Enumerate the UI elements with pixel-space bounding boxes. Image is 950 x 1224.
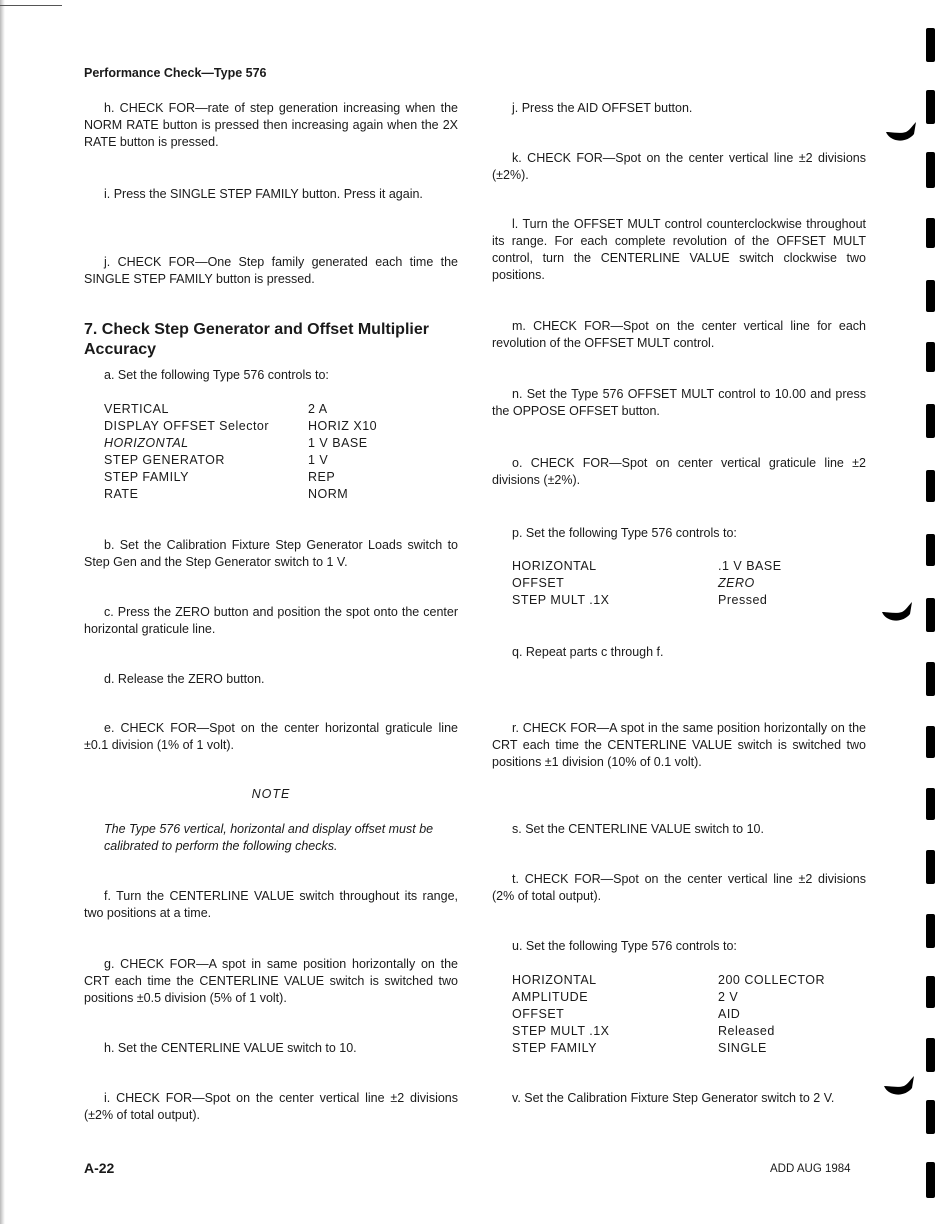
settings-row xyxy=(512,1023,825,1040)
setting-label: STEP FAMILY xyxy=(512,1041,597,1055)
settings-row xyxy=(512,575,782,592)
step-j: j. CHECK FOR—One Step family generated each time the SINGLE STEP FAMILY button is pressed. xyxy=(84,255,458,286)
step-e: e. CHECK FOR—Spot on the center horizontal graticule line ±0.1 division (1% of 1 volt). xyxy=(84,721,458,752)
binder-clip-icon xyxy=(884,120,918,144)
binder-mark xyxy=(926,470,935,502)
binder-mark xyxy=(926,726,935,758)
binder-mark xyxy=(926,1038,935,1072)
binder-mark xyxy=(926,534,935,566)
step-q: q. Repeat parts c through f. xyxy=(512,645,664,659)
settings-row xyxy=(512,1006,825,1023)
step-i2: i. CHECK FOR—Spot on the center vertical line ±2 divisions (±2% of total output). xyxy=(84,1091,458,1122)
binder-mark xyxy=(926,404,935,438)
setting-value: 2 V xyxy=(718,990,739,1004)
step-s: s. Set the CENTERLINE VALUE switch to 10. xyxy=(512,822,764,836)
setting-value: AID xyxy=(718,1007,741,1021)
step-f: f. Turn the CENTERLINE VALUE switch throughout its range, two positions at a time. xyxy=(84,889,458,920)
step-v: v. Set the Calibration Fixture Step Generator switch to 2 V. xyxy=(512,1091,835,1105)
settings-row xyxy=(512,592,782,609)
settings-table-p xyxy=(512,558,782,609)
binder-mark xyxy=(926,28,935,62)
binder-mark xyxy=(926,662,935,696)
step-d: d. Release the ZERO button. xyxy=(104,672,265,686)
setting-value: Pressed xyxy=(718,593,768,607)
settings-row xyxy=(512,989,825,1006)
setting-value: 1 V BASE xyxy=(308,436,368,450)
setting-label: HORIZONTAL xyxy=(104,436,189,450)
page-number: A-22 xyxy=(84,1160,115,1176)
step-i: i. Press the SINGLE STEP FAMILY button. Press it again. xyxy=(104,187,423,201)
revision-date: ADD AUG 1984 xyxy=(770,1163,851,1175)
setting-value: HORIZ X10 xyxy=(308,419,378,433)
scan-edge xyxy=(0,0,5,1224)
settings-row xyxy=(104,469,377,486)
settings-row xyxy=(104,418,377,435)
step-k: k. CHECK FOR—Spot on the center vertical line ±2 divisions (±2%). xyxy=(492,151,866,182)
setting-label: STEP MULT .1X xyxy=(512,1024,610,1038)
settings-row xyxy=(104,486,377,503)
note-title: NOTE xyxy=(251,787,291,801)
section-title: 7. Check Step Generator and Offset Multiplier Accuracy xyxy=(84,321,429,358)
settings-row xyxy=(512,558,782,575)
binder-mark xyxy=(926,342,935,372)
setting-label: STEP FAMILY xyxy=(104,470,189,484)
setting-label: OFFSET xyxy=(512,576,565,590)
step-j-right: j. Press the AID OFFSET button. xyxy=(512,101,693,115)
step-c: c. Press the ZERO button and position the spot onto the center horizontal graticule line. xyxy=(84,605,458,636)
setting-value: REP xyxy=(308,470,336,484)
binder-mark xyxy=(926,1162,935,1198)
settings-row xyxy=(104,435,377,452)
step-t: t. CHECK FOR—Spot on the center vertical line ±2 divisions (2% of total output). xyxy=(492,872,866,903)
step-b: b. Set the Calibration Fixture Step Generator Loads switch to Step Gen and the Step Generator switch to 1 V. xyxy=(84,538,458,569)
binder-mark xyxy=(926,152,935,188)
step-o: o. CHECK FOR—Spot on center vertical graticule line ±2 divisions (±2%). xyxy=(492,456,866,487)
binder-mark xyxy=(926,976,935,1008)
step-p: p. Set the following Type 576 controls to: xyxy=(512,526,737,540)
setting-label: OFFSET xyxy=(512,1007,565,1021)
setting-value: 1 V xyxy=(308,453,329,467)
step-m: m. CHECK FOR—Spot on the center vertical line for each revolution of the OFFSET MULT control. xyxy=(492,319,866,350)
setting-value: NORM xyxy=(308,487,349,501)
settings-row xyxy=(104,401,377,418)
settings-row xyxy=(512,1040,825,1057)
step-l: l. Turn the OFFSET MULT control counterclockwise throughout its range. For each complete revolution of the OFFSET MULT control, turn the CENTERLINE VALUE switch clockwise two positions. xyxy=(492,217,866,282)
setting-label: RATE xyxy=(104,487,139,501)
setting-value: 2 A xyxy=(308,402,328,416)
binder-mark xyxy=(926,218,935,248)
step-u: u. Set the following Type 576 controls to: xyxy=(512,939,737,953)
setting-label: VERTICAL xyxy=(104,402,169,416)
binder-mark xyxy=(926,850,935,884)
setting-value: ZERO xyxy=(718,576,755,590)
setting-value: Released xyxy=(718,1024,775,1038)
step-h2: h. Set the CENTERLINE VALUE switch to 10. xyxy=(104,1041,357,1055)
binder-mark xyxy=(926,788,935,820)
step-r: r. CHECK FOR—A spot in the same position horizontally on the CRT each time the CENTERLINE VALUE switch is switched two positions ±1 division (10% of 0.1 volt). xyxy=(492,721,866,769)
step-g: g. CHECK FOR—A spot in same position horizontally on the CRT each time the CENTERLINE VALUE switch is switched two positions ±0.5 division (5% of 1 volt). xyxy=(84,957,458,1005)
settings-row xyxy=(512,972,825,989)
setting-label: DISPLAY OFFSET Selector xyxy=(104,419,270,433)
setting-label: AMPLITUDE xyxy=(512,990,589,1004)
note-body: The Type 576 vertical, horizontal and display offset must be calibrated to perform the following checks. xyxy=(104,822,434,853)
setting-value: .1 V BASE xyxy=(718,559,782,573)
setting-value: SINGLE xyxy=(718,1041,767,1055)
binder-clip-icon xyxy=(882,1074,916,1098)
settings-row xyxy=(104,452,377,469)
setting-label: STEP GENERATOR xyxy=(104,453,225,467)
page-header: Performance Check—Type 576 xyxy=(84,66,267,80)
binder-clip-icon xyxy=(880,600,914,624)
binder-mark xyxy=(926,914,935,948)
binder-mark xyxy=(926,90,935,124)
settings-table-u xyxy=(512,972,825,1057)
step-h: h. CHECK FOR—rate of step generation increasing when the NORM RATE button is pressed then increasing again when the 2X RATE button is pressed. xyxy=(84,101,458,149)
binder-mark xyxy=(926,280,935,312)
setting-value: 200 COLLECTOR xyxy=(718,973,826,987)
setting-label: HORIZONTAL xyxy=(512,559,597,573)
settings-table-a xyxy=(104,401,377,503)
top-rule xyxy=(0,5,62,6)
binder-mark xyxy=(926,1100,935,1134)
step-n: n. Set the Type 576 OFFSET MULT control to 10.00 and press the OPPOSE OFFSET button. xyxy=(492,387,866,418)
setting-label: HORIZONTAL xyxy=(512,973,597,987)
setting-label: STEP MULT .1X xyxy=(512,593,610,607)
step-a: a. Set the following Type 576 controls to: xyxy=(104,368,329,382)
binder-mark xyxy=(926,598,935,632)
